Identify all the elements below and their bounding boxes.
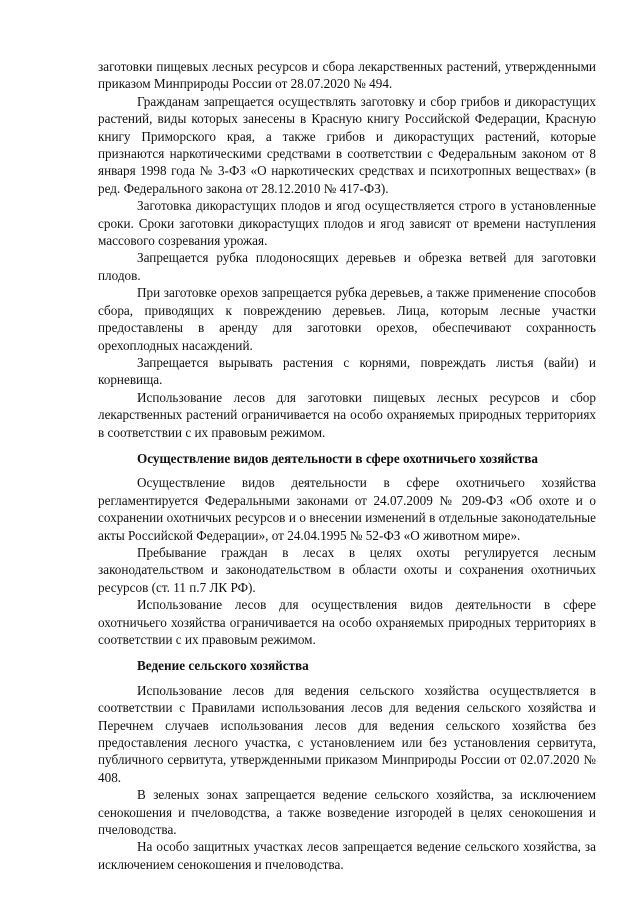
paragraph-harvest-terms: Заготовка дикорастущих плодов и ягод осуществляется строго в установленные сроки. Сроки заготовки дикорастущих плодов и ягод зависят от времени наступления массового созревания урожая.	[98, 198, 596, 249]
paragraph-protected-areas-food: Использование лесов для заготовки пищевых лесных ресурсов и сбор лекарственных растений ограничивается на особо охраняемых природных территориях в соответствии с их правовым режимом.	[98, 389, 596, 440]
paragraph-continuation: заготовки пищевых лесных ресурсов и сбора лекарственных растений, утвержденными приказом Минприроды России от 28.07.2020 № 494.	[98, 59, 596, 92]
paragraph-agriculture-rules: Использование лесов для ведения сельского хозяйства осуществляется в соответствии с Правилами использования лесов для ведения сельского хозяйства и Перечнем случаев использования лесов для ведения сельского хозяйства без предоставления лесного участка, с установлением или без установления сервитута, публичного сервитута, утвержденными приказом Минприроды России от 02.07.2020 № 408.	[98, 682, 596, 785]
paragraph-green-zones: В зеленых зонах запрещается ведение сельского хозяйства, за исключением сенокошения и пчеловодства, а также возведение изгородей в целях сенокошения и пчеловодства.	[98, 787, 596, 838]
paragraph-nut-harvest: При заготовке орехов запрещается рубка деревьев, а также применение способов сбора, приводящих к повреждению деревьев. Лица, которым лесные участки предоставлены в аренду для заготовки орехов, обеспечивают сохранность орехоплодных насаждений.	[98, 285, 596, 353]
paragraph-hunting-laws: Осуществление видов деятельности в сфере охотничьего хозяйства регламентируется Федеральными законами от 24.07.2009 № 209-ФЗ «Об охоте и о сохранении охотничьих ресурсов и о внесении изменений в отдельные законодательные акты Российской Федерации», от 24.04.1995 № 52-ФЗ «О животном мире».	[98, 475, 596, 543]
paragraph-uprooting-ban: Запрещается вырывать растения с корнями, повреждать листья (вайи) и корневища.	[98, 354, 596, 388]
paragraph-hunting-stay: Пребывание граждан в лесах в целях охоты регулируется лесным законодательством и законодательством в области охоты и сохранения охотничьих ресурсов (ст. 11 п.7 ЛК РФ).	[98, 544, 596, 595]
section-heading-agriculture: Ведение сельского хозяйства	[137, 658, 309, 674]
paragraph-protective-sites: На особо защитных участках лесов запрещается ведение сельского хозяйства, за исключением сенокошения и пчеловодства.	[98, 839, 596, 872]
section-heading-hunting: Осуществление видов деятельности в сфере охотничьего хозяйства	[137, 450, 538, 466]
paragraph-collection-ban: Гражданам запрещается осуществлять заготовку и сбор грибов и дикорастущих растений, виды которых занесены в Красную книгу Российской Федерации, Красную книгу Приморского края, а также грибов и дикорастущих растений, которые признаются наркотическими средствами в соответствии с Федеральным законом от 8 января 1998 года № 3-ФЗ «О наркотических средствах и психотропных веществах» (в ред. Федерального закона от 28.12.2010 № 417-ФЗ).	[98, 93, 596, 196]
document-page	[98, 58, 596, 873]
paragraph-protected-areas-hunting: Использование лесов для осуществления видов деятельности в сфере охотничьего хозяйства ограничивается на особо охраняемых природных территориях в соответствии с их правовым режимом.	[98, 597, 596, 647]
paragraph-fruit-tree-ban: Запрещается рубка плодоносящих деревьев и обрезка ветвей для заготовки плодов.	[98, 250, 596, 283]
